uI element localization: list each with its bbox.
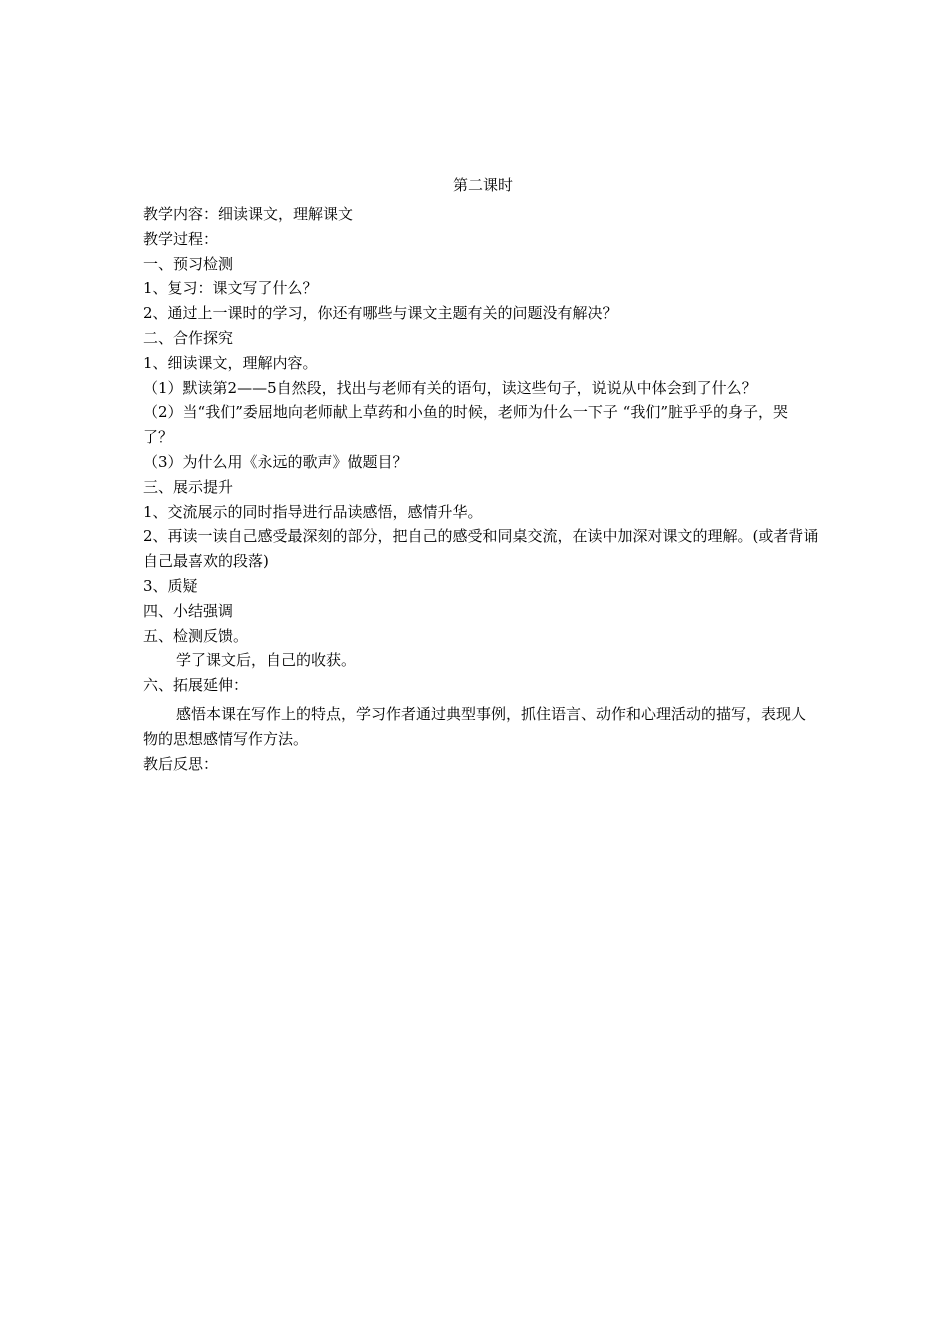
list-item: （2）当“我们”委屈地向老师献上草药和小鱼的时候，老师为什么一下子 “我们”脏乎乎的身子，哭了？ [143,403,788,447]
list-item: 1、复习：课文写了什么？ [143,279,318,298]
feedback-text: 学了课文后，自己的收获。 [176,651,357,670]
extension-text: 感悟本课在写作上的特点，学习作者通过典型事例，抓住语言、动作和心理活动的描写，表现人物的思想感情写作方法。 [143,704,807,748]
list-item: （3）为什么用《永远的歌声》做题目？ [143,452,408,471]
section-heading-cooperative-inquiry: 二、合作探究 [143,328,234,347]
section-heading-extension: 六、拓展延伸： [143,676,249,695]
section-heading-preview-check: 一、预习检测 [143,254,234,273]
list-item: 2、再读一读自己感受最深刻的部分，把自己的感受和同桌交流，在读中加深对课文的理解。(或者背诵自己最喜欢的段落) [143,527,819,571]
page-title: 第二课时 [452,176,513,194]
list-item: 2、通过上一课时的学习，你还有哪些与课文主题有关的问题没有解决？ [143,304,618,323]
reflection-heading: 教后反思： [143,754,219,773]
teaching-content-line: 教学内容：细读课文，理解课文 [143,205,354,223]
document-page [143,176,823,776]
section-heading-presentation: 三、展示提升 [143,477,234,496]
list-item: 1、交流展示的同时指导进行品读感悟，感情升华。 [143,502,483,521]
list-item: 3、质疑 [143,576,198,595]
section-heading-summary: 四、小结强调 [143,601,234,620]
section-heading-feedback: 五、检测反馈。 [143,626,249,645]
list-item: （1）默读第2——5自然段，找出与老师有关的语句，读这些句子，说说从中体会到了什么？ [143,378,757,397]
list-item: 1、细读课文，理解内容。 [143,353,318,372]
teaching-process-heading: 教学过程： [143,229,219,248]
